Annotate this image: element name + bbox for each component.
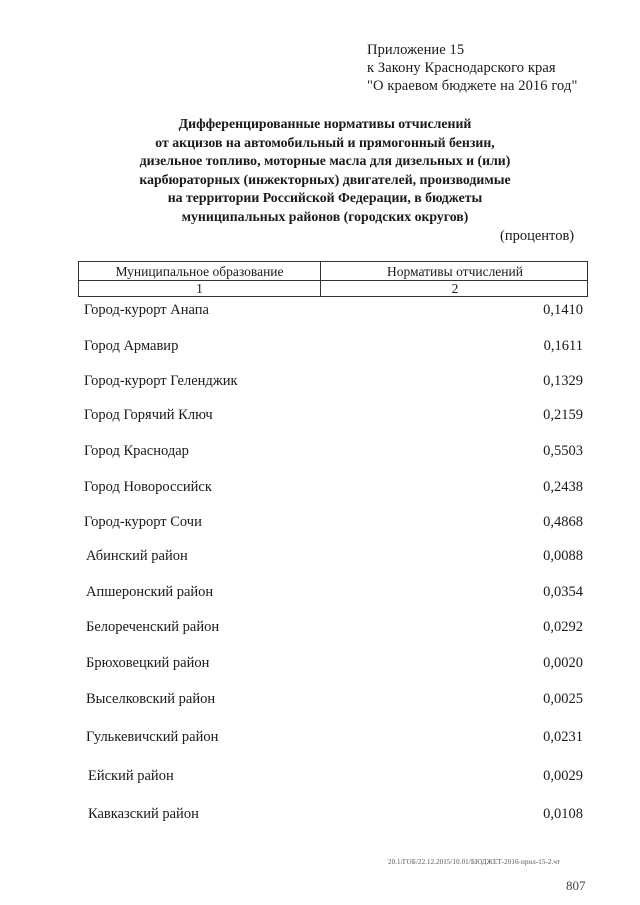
norm-value: 0,0025 — [543, 691, 583, 707]
table-row — [0, 689, 640, 709]
title-line: на территории Российской Федерации, в бюджеты — [167, 190, 483, 206]
header-norms: Нормативы отчислений — [387, 264, 523, 279]
municipality-name: Ейский район — [88, 768, 174, 784]
norm-value: 0,0354 — [543, 584, 583, 600]
norm-value: 0,5503 — [543, 443, 583, 459]
municipality-name: Абинский район — [86, 548, 188, 564]
norm-value: 0,0029 — [543, 768, 583, 784]
norm-value: 0,0088 — [543, 548, 583, 564]
appendix-law-name: "О краевом бюджете на 2016 год" — [367, 78, 578, 94]
footer-file-code: 20.1/ГОБ/22.12.2015/10.01/БЮДЖЕТ-2016-прил-15-2.чт — [388, 858, 561, 866]
column-number-1: 1 — [196, 281, 203, 296]
table-row — [0, 804, 640, 824]
norm-value: 0,1329 — [543, 373, 583, 389]
norm-value: 0,0108 — [543, 806, 583, 822]
table-row — [0, 546, 640, 566]
table-row — [0, 336, 640, 356]
column-number-2: 2 — [451, 281, 459, 296]
title-line: карбюраторных (инжекторных) двигателей, производимые — [139, 171, 511, 187]
norm-value: 0,0020 — [543, 655, 583, 671]
norm-value: 0,0231 — [543, 729, 583, 745]
table-row — [0, 441, 640, 461]
table-row — [0, 582, 640, 602]
municipality-name: Гулькевичский район — [86, 729, 219, 745]
table-row — [0, 371, 640, 391]
norm-value: 0,2159 — [543, 407, 583, 423]
header-municipality: Муниципальное образование — [115, 264, 284, 279]
municipality-name: Город Краснодар — [84, 443, 189, 459]
norm-value: 0,0292 — [543, 619, 583, 635]
table-row — [0, 617, 640, 637]
table-row — [0, 477, 640, 497]
municipality-name: Город Горячий Ключ — [84, 407, 213, 423]
municipality-name: Город Новороссийск — [84, 479, 212, 495]
table-row — [0, 653, 640, 673]
municipality-name: Выселковский район — [86, 691, 216, 707]
norm-value: 0,4868 — [543, 514, 583, 530]
municipality-name: Город Армавир — [84, 338, 179, 354]
municipality-name: Кавказский район — [88, 806, 199, 822]
table-row — [0, 300, 640, 320]
municipality-name: Апшеронский район — [86, 584, 214, 600]
title-line: Дифференцированные нормативы отчислений — [178, 116, 472, 131]
municipality-name: Город-курорт Сочи — [84, 514, 202, 530]
title-line: дизельное топливо, моторные масла для дизельных и (или) — [139, 153, 511, 169]
title-line: муниципальных районов (городских округов) — [181, 208, 469, 224]
units-label: (процентов) — [500, 228, 575, 244]
title-line: от акцизов на автомобильный и прямогонный бензин, — [155, 134, 495, 150]
table-row — [0, 766, 640, 786]
appendix-law: к Закону Краснодарского края — [367, 60, 556, 76]
norm-value: 0,2438 — [543, 479, 583, 495]
municipality-name: Брюховецкий район — [86, 655, 210, 671]
page-number: 807 — [566, 878, 586, 893]
table-row — [0, 512, 640, 532]
appendix-number: Приложение 15 — [367, 42, 465, 58]
table-row — [0, 727, 640, 747]
document-title — [60, 115, 590, 227]
municipality-name: Белореченский район — [86, 619, 220, 635]
municipality-name: Город-курорт Анапа — [84, 302, 209, 318]
norm-value: 0,1611 — [543, 338, 583, 354]
table-row — [0, 405, 640, 425]
appendix-header — [367, 41, 577, 95]
municipality-name: Город-курорт Геленджик — [84, 373, 238, 389]
table-header — [78, 261, 588, 297]
norm-value: 0,1410 — [543, 302, 583, 318]
